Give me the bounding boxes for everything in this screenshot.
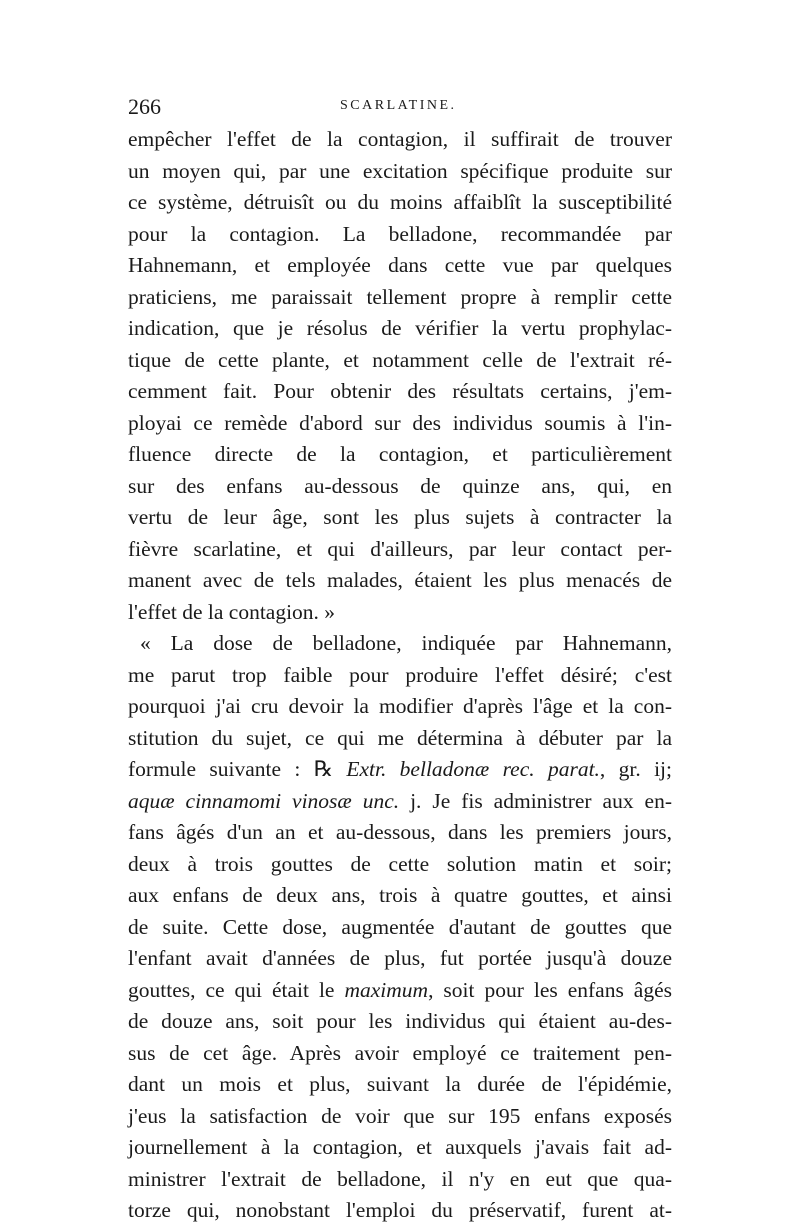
formula-dose: j. Je fis administrer aux en- [399, 788, 672, 813]
text-line: deux à trois gouttes de cette solution matin et soir; [128, 851, 672, 876]
text-line: aux enfans de deux ans, trois à quatre gouttes, et ainsi [128, 883, 672, 907]
running-title: SCARLATINE. [340, 98, 457, 113]
text-line: ministrer l'extrait de belladone, il n'y en eut que qua- [128, 1166, 672, 1191]
maximum-line-after: , soit pour les enfans âgés [428, 977, 672, 1002]
text-line: tique de cette plante, et notamment celle de l'extrait ré- [128, 347, 672, 372]
text-line: vertu de leur âge, sont les plus sujets à contracter la [128, 505, 672, 529]
formula-ingredient: aquæ cinnamomi vinosæ unc. [128, 788, 400, 813]
text-line: journellement à la contagion, et auxquels j'avais fait ad- [128, 1135, 672, 1159]
formula-ingredient: Extr. belladonæ rec. parat. [346, 757, 600, 781]
text-line: torze qui, nonobstant l'emploi du préservatif, furent at- [128, 1198, 672, 1222]
text-line: l'enfant avait d'années de plus, fut portée jusqu'à douze [128, 946, 672, 970]
text-line: pour la contagion. La belladone, recommandée par [128, 221, 672, 246]
text-line: pourquoi j'ai cru devoir la modifier d'après l'âge et la con- [128, 694, 672, 718]
recipe-symbol: ℞ [313, 757, 333, 781]
text-line: ployai ce remède d'abord sur des individus soumis à l'in- [128, 410, 672, 435]
text-line: fans âgés d'un an et au-dessous, dans les premiers jours, [128, 820, 672, 844]
text-line: de douze ans, soit pour les individus qui étaient au-des- [128, 1009, 672, 1033]
text-line: praticiens, me paraissait tellement propre à remplir cette [128, 284, 672, 309]
running-head [120, 94, 680, 124]
text-line: me parut trop faible pour produire l'effet désiré; c'est [128, 662, 672, 687]
text-line: fluence directe de la contagion, et particulièrement [128, 442, 672, 466]
maximum-word: maximum [344, 977, 429, 1002]
formula-line-2 [128, 786, 672, 818]
paragraph-start-line: « La dose de belladone, indiquée par Hahnemann, [140, 631, 672, 655]
text-line: sus de cet âge. Après avoir employé ce traitement pen- [128, 1040, 672, 1065]
text-line: j'eus la satisfaction de voir que sur 195 enfans exposés [128, 1103, 672, 1128]
text-line: sur des enfans au-dessous de quinze ans, qui, en [128, 473, 672, 498]
text-line: de suite. Cette dose, augmentée d'autant de gouttes que [128, 914, 672, 939]
formula-dose: , gr. ij; [599, 757, 672, 781]
text-line: indication, que je résolus de vérifier la vertu prophylac- [128, 316, 672, 340]
body-text [128, 124, 672, 1227]
text-line: empêcher l'effet de la contagion, il suffirait de trouver [128, 127, 672, 151]
paragraph-end-line: l'effet de la contagion. » [128, 599, 336, 624]
text-line: cemment fait. Pour obtenir des résultats certains, j'em- [128, 379, 672, 403]
page-number: 266 [128, 94, 161, 119]
text-line: stitution du sujet, ce qui me détermina à débuter par la [128, 725, 672, 750]
text-line: Hahnemann, et employée dans cette vue par quelques [128, 253, 672, 277]
formula-line-1 [128, 754, 672, 786]
formula-intro: formule suivante : [128, 757, 301, 781]
maximum-line [128, 975, 672, 1007]
text-line: dant un mois et plus, suivant la durée de l'épidémie, [128, 1072, 672, 1096]
text-line: manent avec de tels malades, étaient les plus menacés de [128, 568, 672, 592]
text-line: un moyen qui, par une excitation spécifique produite sur [128, 158, 672, 183]
text-line: ce système, détruisît ou du moins affaiblît la susceptibilité [128, 190, 672, 214]
text-line: fièvre scarlatine, et qui d'ailleurs, par leur contact per- [128, 536, 672, 561]
maximum-line-before: gouttes, ce qui était le [128, 977, 345, 1002]
